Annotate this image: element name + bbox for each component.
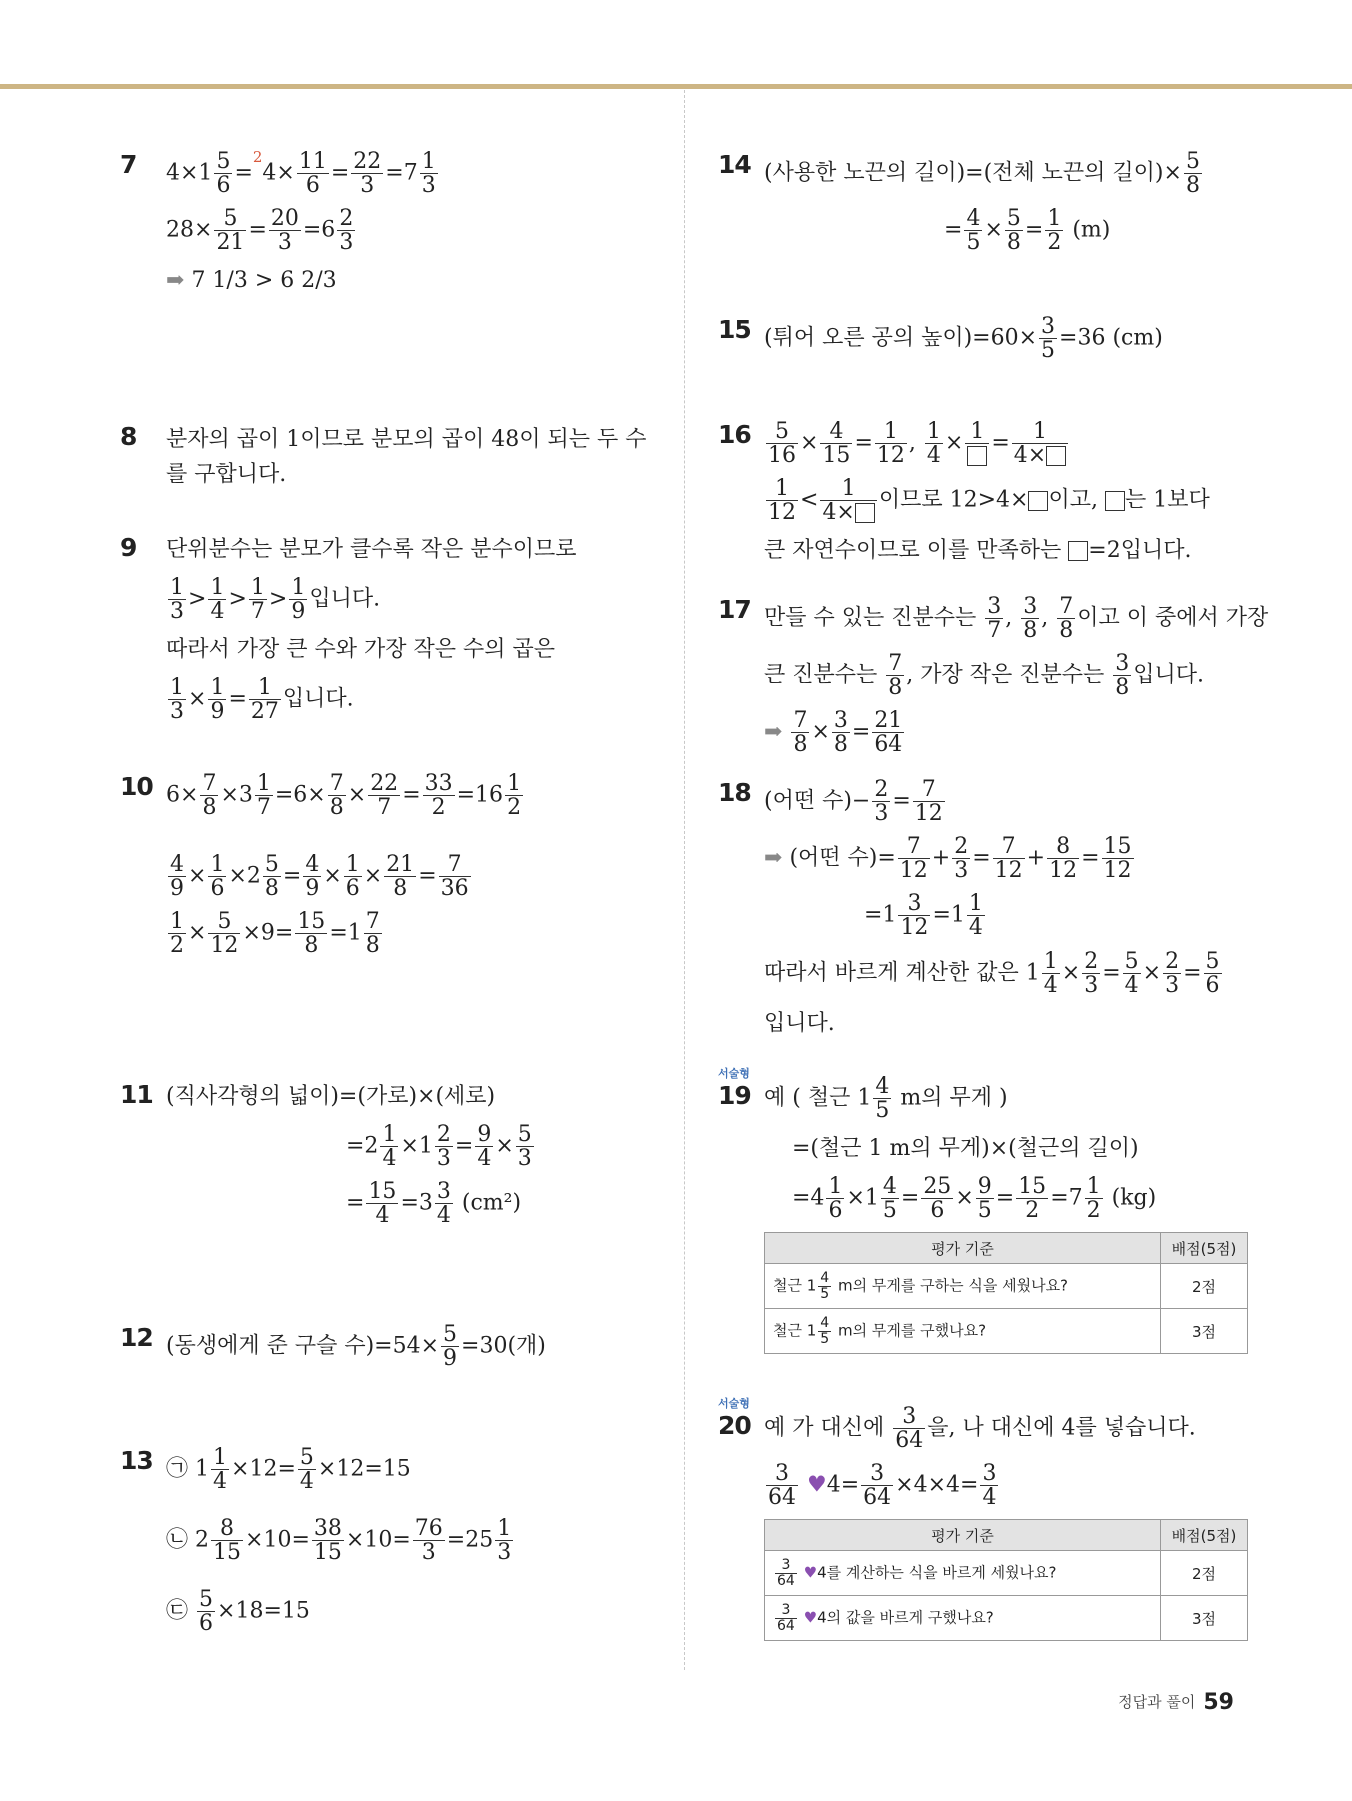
solution-line: =2 $\frac{1}{4}$ ×1 $\frac{2}{3}$ = $\frac{9}{4}$ × $\frac{5}{3}$ [346,1122,532,1172]
solution-text: =(철근 1 m의 무게)×(철근의 길이) [792,1136,1139,1162]
page-footer [1118,1690,1234,1715]
solution-line: $\frac{4}{9}$ × $\frac{1}{6}$ ×2 $\frac{5}{8}$ = $\frac{4}{9}$ × $\frac{1}{6}$ × $\frac{21}{8}$ = $\frac{7}{36}$ [170,852,469,902]
column-divider [684,90,685,1670]
heart-icon: ♥ [803,1563,818,1582]
conclusion-line: ➡ 7 1/3 > 6 2/3 [166,268,337,294]
solution-line: 6× $\frac{7}{8}$ ×3 $\frac{1}{7}$ =6× $\frac{7}{8}$ × $\frac{22}{7}$ = $\frac{33}{2}$ =16 $\frac{1}{2}$ [166,771,522,821]
problem-number: 16 [718,420,751,449]
table-header: 배점(5점) [1161,1520,1248,1551]
solution-line: 큰 진분수는 $\frac{7}{8}$ , 가장 작은 진분수는 $\frac{3}{8}$ 입니다. [764,651,1205,701]
problem-7 [120,147,660,307]
heart-icon: ♥ [803,1608,818,1627]
arrow-icon: ➡ [764,845,783,871]
solution-text: (직사각형의 넓이)=(가로)×(세로) [166,1084,496,1109]
solution-line: 4×1 $\frac{5}{6}$ =$^2$4× $\frac{11}{6}$ = $\frac{22}{3}$ =7 $\frac{1}{3}$ [166,147,436,199]
problem-number: 8 [120,422,137,451]
solution-line: = $\frac{4}{5}$ × $\frac{5}{8}$ = $\frac{1}{2}$ (m) [944,206,1111,256]
problem-19 [718,1065,1248,1354]
table-row: $\frac{3}{64}$ ♥4를 계산하는 식을 바르게 세웠나요? 2점 [765,1551,1248,1596]
problem-number: 10 [120,772,153,801]
solution-line: 예 가 대신에 $\frac{3}{64}$ 을, 나 대신에 4를 넣습니다. [764,1404,1196,1454]
solution-line: 예 ( 철근 1 $\frac{4}{5}$ m의 무게 ) [764,1074,1008,1124]
table-row: $\frac{3}{64}$ ♥4의 값을 바르게 구했나요? 3점 [765,1596,1248,1641]
problem-16 [718,420,1248,577]
essay-tag: 서술형 [718,1397,750,1410]
solution-line: (어떤 수)− $\frac{2}{3}$ = $\frac{7}{12}$ [764,777,943,827]
solution-line: $\frac{3}{64}$ ♥4= $\frac{3}{64}$ ×4×4= $\frac{3}{4}$ [768,1461,997,1511]
table-header: 평가 기준 [765,1520,1161,1551]
problem-9 [120,533,660,733]
solution-line: ㉡ 2 $\frac{8}{15}$ ×10= $\frac{38}{15}$ ×10= $\frac{76}{3}$ =25 $\frac{1}{3}$ [166,1516,512,1566]
problem-number: 11 [120,1080,153,1109]
problem-number: 14 [718,150,751,179]
solution-line: $\frac{1}{3}$ > $\frac{1}{4}$ > $\frac{1}{7}$ > $\frac{1}{9}$ 입니다. [170,575,381,625]
table-header: 평가 기준 [765,1233,1161,1264]
solution-line: ➡ $\frac{7}{8}$ × $\frac{3}{8}$ = $\frac{21}{64}$ [764,708,903,758]
solution-line: $\frac{5}{16}$ × $\frac{4}{15}$ = $\frac{1}{12}$ , $\frac{1}{4}$ × 1 = $\frac{1}{4\times}$ [764,420,1248,467]
problem-10 [120,772,660,968]
problem-number: 7 [120,150,137,179]
problem-8 [120,422,660,502]
solution-line: $\frac{1}{3}$ × $\frac{1}{9}$ = $\frac{1}{27}$ 입니다. [170,675,354,725]
top-rule [0,84,1352,89]
problem-17 [718,594,1269,767]
table-row: 철근 1 $\frac{4}{5}$ m의 무게를 구했나요? 3점 [765,1309,1248,1354]
footer-label: 정답과 풀이 [1118,1693,1196,1711]
essay-tag: 서술형 [718,1067,750,1080]
problem-number: 서술형 19 [718,1067,751,1110]
problem-number: 9 [120,533,137,562]
problem-15 [718,315,1248,372]
solution-line: (사용한 노끈의 길이)=(전체 노끈의 길이)× $\frac{5}{8}$ [764,149,1200,199]
scoring-table [764,1232,1248,1354]
problem-number: 15 [718,315,751,344]
solution-line: 28× $\frac{5}{21}$ = $\frac{20}{3}$ =6 $\frac{2}{3}$ [166,206,354,256]
solution-text: 입니다. [764,1010,835,1036]
problem-13 [120,1446,660,1646]
problem-number: 13 [120,1446,153,1475]
problem-11 [120,1080,660,1237]
arrow-icon: ➡ [166,268,185,294]
solution-text: 분자의 곱이 1이므로 분모의 곱이 48이 되는 두 수를 구합니다. [166,427,647,488]
arrow-icon: ➡ [764,719,783,745]
scoring-table [764,1519,1248,1641]
solution-text: 단위분수는 분모가 클수록 작은 분수이므로 [166,537,577,562]
solution-line: (동생에게 준 구슬 수)=54× $\frac{5}{9}$ =30(개) [166,1322,546,1372]
page-number: 59 [1203,1690,1234,1715]
solution-line: ㉢ $\frac{5}{6}$ ×18=15 [166,1587,310,1637]
solution-line: ➡ (어떤 수)= $\frac{7}{12}$ + $\frac{2}{3}$ = $\frac{7}{12}$ + $\frac{8}{12}$ = $\frac{15}{12}$ [764,834,1132,884]
problem-20 [718,1395,1248,1641]
solution-line: $\frac{1}{12}$ < $\frac{1}{4\times}$ 이므로 12>4× 이고, 는 1보다 [768,476,1210,526]
solution-text: 따라서 가장 큰 수와 가장 작은 수의 곱은 [166,637,555,663]
problem-number: 17 [718,595,751,624]
solution-line: $\frac{1}{2}$ × $\frac{5}{12}$ ×9= $\frac{15}{8}$ =1 $\frac{7}{8}$ [170,909,380,959]
solution-line: 큰 자연수이므로 이를 만족하는 =2입니다. [764,538,1192,564]
problem-number: 18 [718,778,751,807]
solution-line: (튀어 오른 공의 높이)=60× $\frac{3}{5}$ =36 (cm) [764,314,1163,364]
solution-line: 만들 수 있는 진분수는 $\frac{3}{7}$ , $\frac{3}{8}$ , $\frac{7}{8}$ 이고 이 중에서 가장 [764,594,1269,644]
problem-number: 12 [120,1323,153,1352]
solution-line: = $\frac{15}{4}$ =3 $\frac{3}{4}$ (cm²) [346,1179,522,1229]
problem-18 [718,778,1248,1050]
solution-line: =1 $\frac{3}{12}$ =1 $\frac{1}{4}$ [864,891,983,941]
solution-line: =4 $\frac{1}{6}$ ×1 $\frac{4}{5}$ = $\frac{25}{6}$ × $\frac{9}{5}$ = $\frac{15}{2}$ =7 $\frac{1}{2}$ (kg) [792,1174,1157,1224]
table-header: 배점(5점) [1161,1233,1248,1264]
heart-icon: ♥ [807,1472,827,1498]
problem-14 [718,150,1248,264]
solution-line: 따라서 바르게 계산한 값은 1 $\frac{1}{4}$ × $\frac{2}{3}$ = $\frac{5}{4}$ × $\frac{2}{3}$ = $\frac{5}{6}$ [764,948,1220,998]
problem-12 [120,1323,660,1380]
problem-number: 서술형 20 [718,1397,751,1440]
table-row: 철근 1 $\frac{4}{5}$ m의 무게를 구하는 식을 세웠나요? 2점 [765,1264,1248,1309]
solution-line: ㉠ 1 $\frac{1}{4}$ ×12= $\frac{5}{4}$ ×12=15 [166,1445,411,1495]
